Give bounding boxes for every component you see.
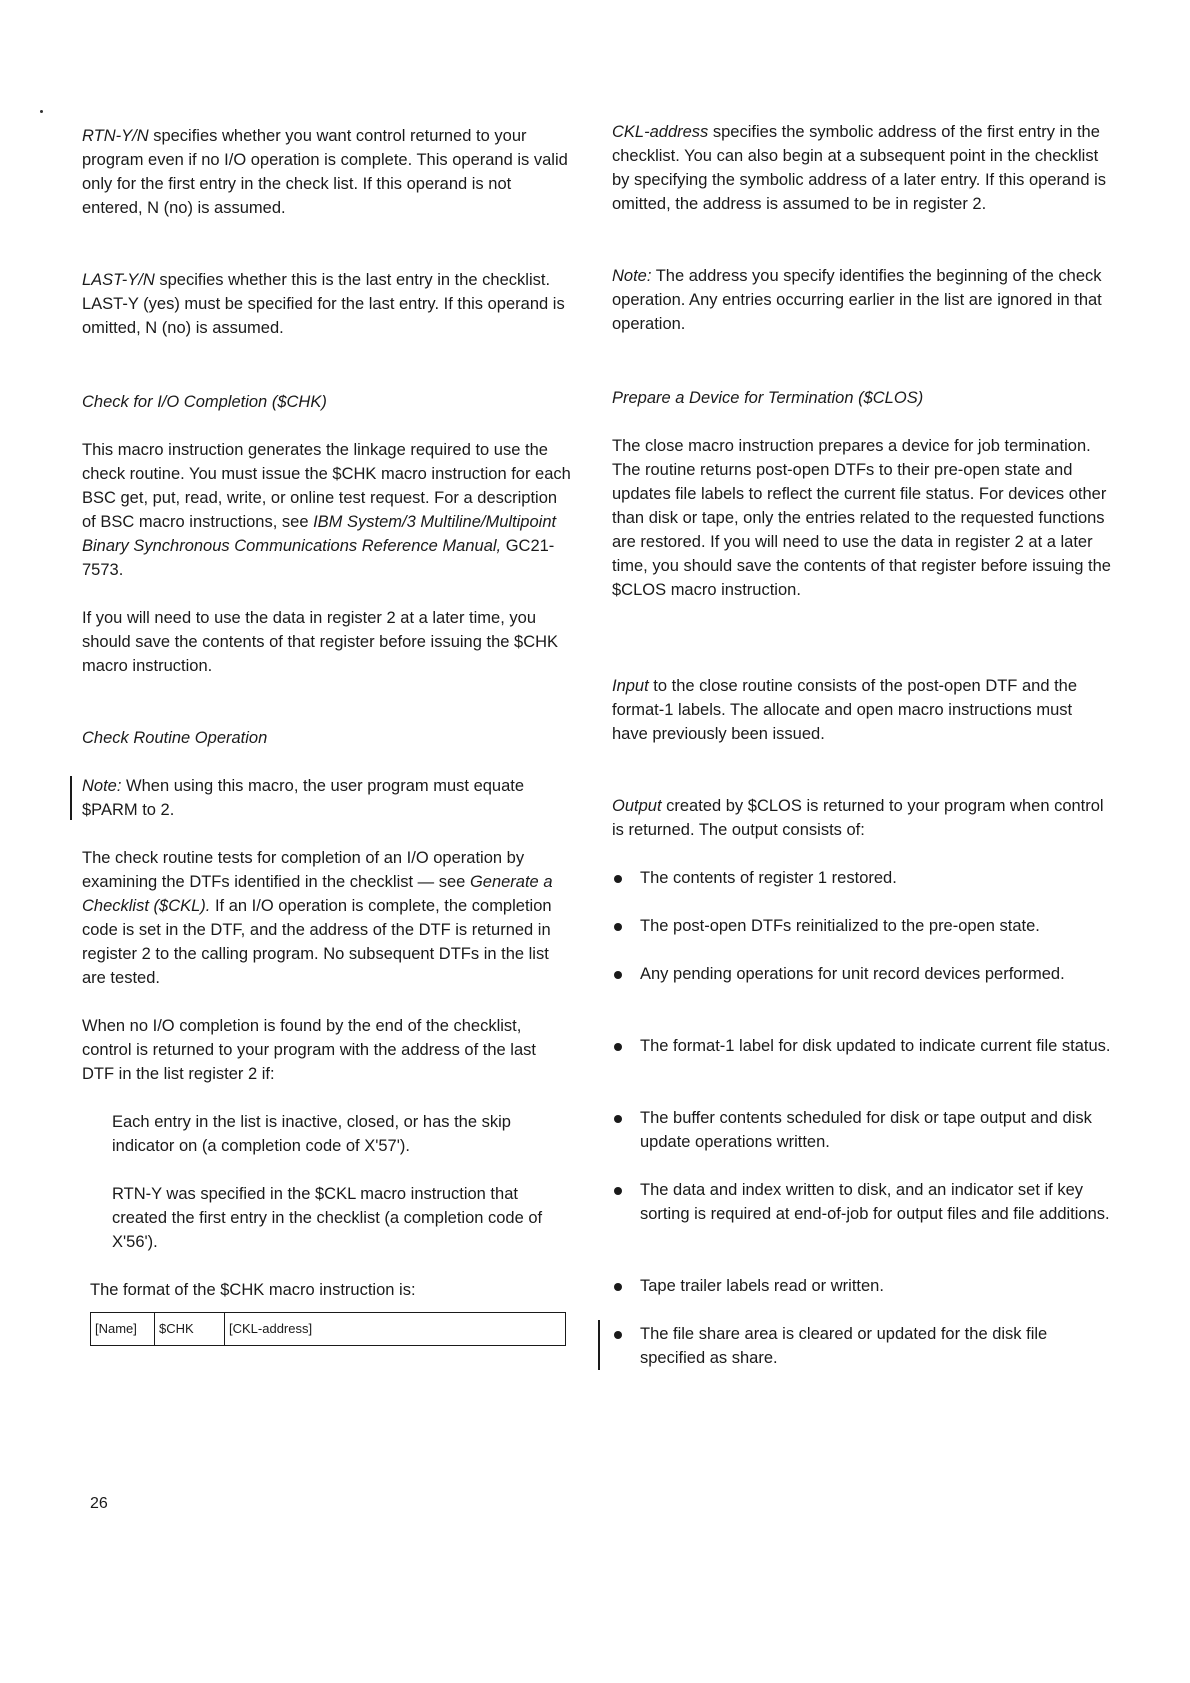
note-text: The address you specify identifies the beginning of the check operation. Any entries occurring earlier in the list are ignored in that operation. [612,267,1102,333]
check-routine-heading: Check Routine Operation [82,729,268,747]
rtn-operand-text: specifies whether you want control returned to your program even if no I/O operation is complete. This operand is valid only for the first entry in the check list. If this operand is not entered, N (no) is assumed. [82,127,568,217]
page-number: 26 [90,1495,108,1512]
list-item: The format-1 label for disk updated to indicate current file status. [612,1034,1112,1058]
rtn-operand-paragraph [82,124,572,220]
chk-intro-paragraph [82,438,572,582]
list-item: Tape trailer labels read or written. [612,1274,1112,1298]
note-text: When using this macro, the user program must equate $PARM to 2. [82,777,525,819]
list-item: The file share area is cleared or updated for the disk file specified as share. [612,1322,1112,1370]
last-operand-text: specifies whether this is the last entry in the checklist. LAST-Y (yes) must be specified for the last entry. If this operand is omitted, N (no) is assumed. [82,271,565,337]
bsc-manual-reference: IBM System/3 Multiline/Multipoint Binary Synchronous Communications Reference Manual, [82,513,557,555]
chk-register-paragraph: If you will need to use the data in register 2 at a later time, you should save the contents of that register before issuing the $CHK macro instruction. [82,609,559,675]
output-label: Output [612,797,662,815]
list-item: Any pending operations for unit record devices performed. [612,962,1112,986]
ckl-address-paragraph [612,120,1112,216]
condition-inactive-entry: Each entry in the list is inactive, closed, or has the skip indicator on (a completion code of X'57'). [112,1113,511,1155]
clos-intro-paragraph: The close macro instruction prepares a device for job termination. The routine returns post-open DTFs to their pre-open state and updates file labels to reflect the current file status. For devices other than disk or tape, only the entries related to the requested functions are restored. If you will need to use the data in register 2 at a later time, you should save the contents of that register before issuing the $CLOS macro instruction. [612,437,1111,599]
condition-rtn-y: RTN-Y was specified in the $CKL macro instruction that created the first entry in the checklist (a completion code of X'56'). [112,1185,543,1251]
format-operation-cell: $CHK [155,1313,225,1346]
list-item: The post-open DTFs reinitialized to the pre-open state. [612,914,1112,938]
input-text: to the close routine consists of the post-open DTF and the format-1 labels. The allocate and open macro instructions must have previously been issued. [612,677,1078,743]
chk-intro-text: This macro instruction generates the linkage required to use the check routine. You must issue the $CHK macro instruction for each BSC get, put, read, write, or online test request. For a description of BSC macro instructions, see [82,441,571,531]
rtn-operand-term: RTN-Y/N [82,127,149,145]
format-operand-cell: [CKL-address] [225,1313,566,1346]
chk-format-table [90,1312,566,1346]
no-completion-paragraph: When no I/O completion is found by the end of the checklist, control is returned to your program with the address of the last DTF in the list register 2 if: [82,1017,536,1083]
format-intro: The format of the $CHK macro instruction is: [90,1281,416,1299]
format-name-cell: [Name] [91,1313,155,1346]
check-routine-paragraph [82,846,572,990]
check-routine-text: The check routine tests for completion of an I/O operation by examining the DTFs identified in the checklist — see [82,849,525,891]
ckl-address-term: CKL-address [612,123,709,141]
chk-section-heading: Check for I/O Completion ($CHK) [82,393,327,411]
clos-section-heading: Prepare a Device for Termination ($CLOS) [612,389,924,407]
chk-intro-text-end: GC21-7573. [82,537,555,579]
parm-note-paragraph [82,774,572,822]
revision-bar [598,1320,600,1370]
address-note-paragraph [612,264,1112,336]
revision-bar [70,776,72,820]
list-item: The data and index written to disk, and an indicator set if key sorting is required at end-of-job for output files and file additions. [612,1178,1112,1226]
last-operand-paragraph [82,268,572,340]
input-paragraph [612,674,1112,746]
check-routine-text-end: If an I/O operation is complete, the completion code is set in the DTF, and the address of the DTF is returned in register 2 to the calling program. No subsequent DTFs in the list are tested. [82,897,552,987]
note-label: Note: [612,267,652,285]
list-item: The contents of register 1 restored. [612,866,1112,890]
output-text: created by $CLOS is returned to your program when control is returned. The output consists of: [612,797,1104,839]
input-label: Input [612,677,649,695]
note-label: Note: [82,777,122,795]
ckl-address-text: specifies the symbolic address of the first entry in the checklist. You can also begin at a subsequent point in the checklist by specifying the symbolic address of a later entry. If this operand is omitted, the address is assumed to be in register 2. [612,123,1107,213]
scan-speck [40,110,43,113]
format-table-row [91,1313,566,1346]
checklist-section-reference: Generate a Checklist ($CKL). [82,873,553,915]
last-operand-term: LAST-Y/N [82,271,155,289]
list-item: The buffer contents scheduled for disk or tape output and disk update operations written. [612,1106,1112,1154]
output-paragraph [612,794,1112,842]
